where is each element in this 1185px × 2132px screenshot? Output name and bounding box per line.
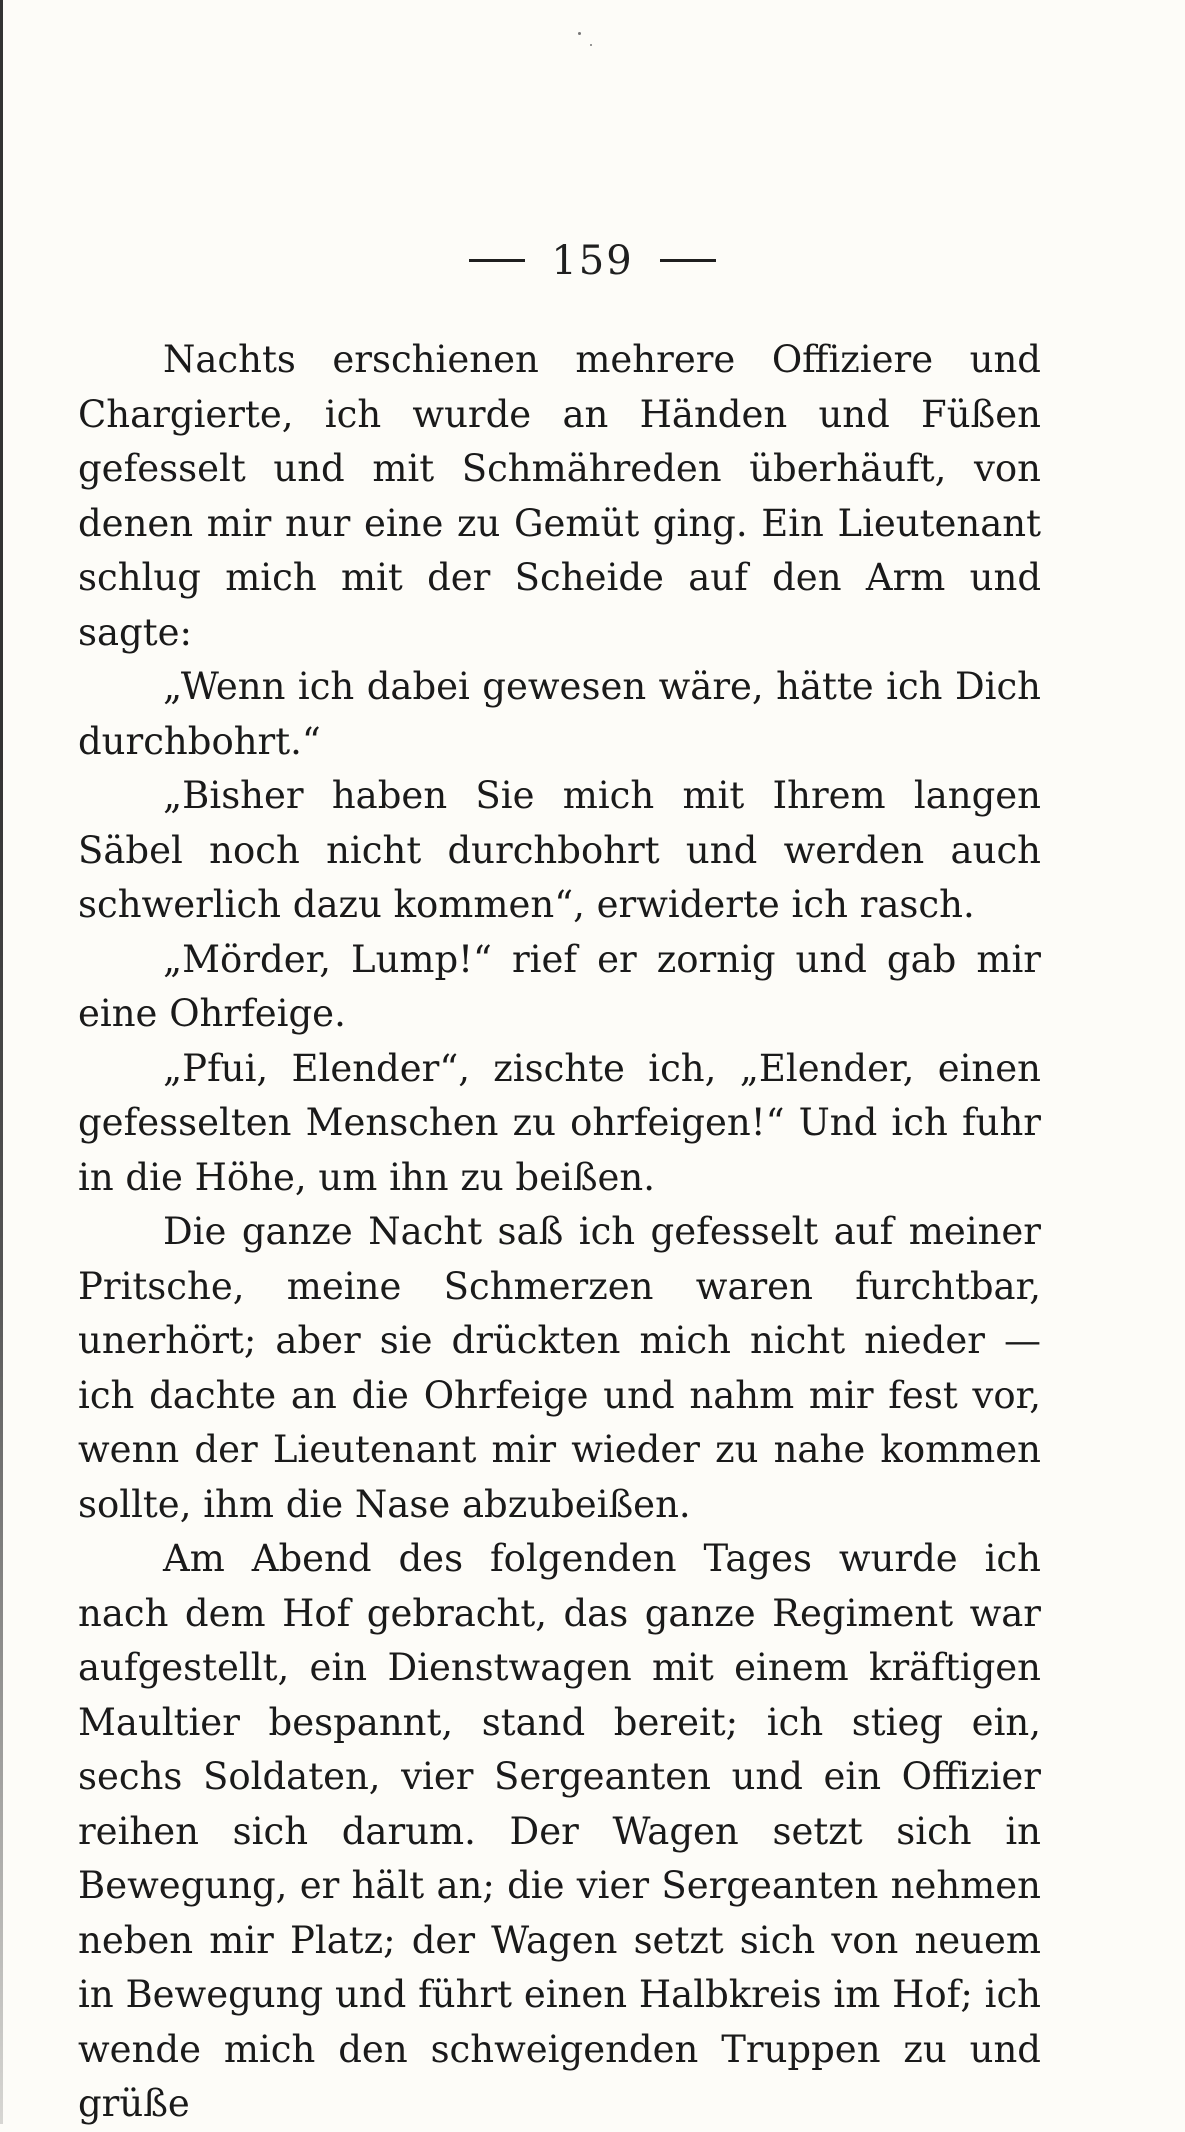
page-number xyxy=(0,238,1185,284)
paragraph: „Pfui, Elender“, zischte ich, „Elender, einen gefesselten Menschen zu ohrfeigen!“ Und ich fuhr in die Höhe, um ihn zu beißen. xyxy=(78,1046,1041,1199)
paragraph: „Wenn ich dabei gewesen wäre, hätte ich Dich durchbohrt.“ xyxy=(78,665,1041,763)
paragraph: Nachts erschienen mehrere Offiziere und Chargierte, ich wurde an Händen und Füßen gefesselt und mit Schmähreden überhäuft, von denen mir nur eine zu Gemüt ging. Ein Lieutenant schlug mich mit der Scheide auf den Arm und sagte: xyxy=(78,338,1041,654)
page-edge-shadow xyxy=(0,0,3,2124)
dash-left xyxy=(469,259,525,262)
dash-right xyxy=(660,259,716,262)
paragraph: Die ganze Nacht saß ich gefesselt auf meiner Pritsche, meine Schmerzen waren furchtbar, unerhört; aber sie drückten mich nicht nieder — ich dachte an die Ohrfeige und nahm mir fest vor, wenn der Lieutenant mir wieder zu nahe kommen sollte, ihm die Nase abzubeißen. xyxy=(78,1210,1041,1526)
page-number-text: 159 xyxy=(551,238,634,284)
paragraph: Am Abend des folgenden Tages wurde ich nach dem Hof gebracht, das ganze Regiment war aufgestellt, ein Dienstwagen mit einem kräftigen Maultier bespannt, stand bereit; ich stieg ein, sechs Soldaten, vier Sergeanten und ein Offizier reihen sich darum. Der Wagen setzt sich in Bewegung, er hält an; die vier Sergeanten nehmen neben mir Platz; der Wagen setzt sich von neuem in Bewegung und führt einen Halbkreis im Hof; ich wende mich den schweigenden Truppen zu und grüße xyxy=(78,1537,1041,2125)
paper-speck xyxy=(578,32,581,35)
paper-speck xyxy=(590,44,592,46)
paragraph: „Mörder, Lump!“ rief er zornig und gab mir eine Ohrfeige. xyxy=(78,937,1041,1035)
paragraph: „Bisher haben Sie mich mit Ihrem langen Säbel noch nicht durchbohrt und werden auch schwerlich dazu kommen“, erwiderte ich rasch. xyxy=(78,774,1041,926)
body-text xyxy=(78,333,1041,2132)
